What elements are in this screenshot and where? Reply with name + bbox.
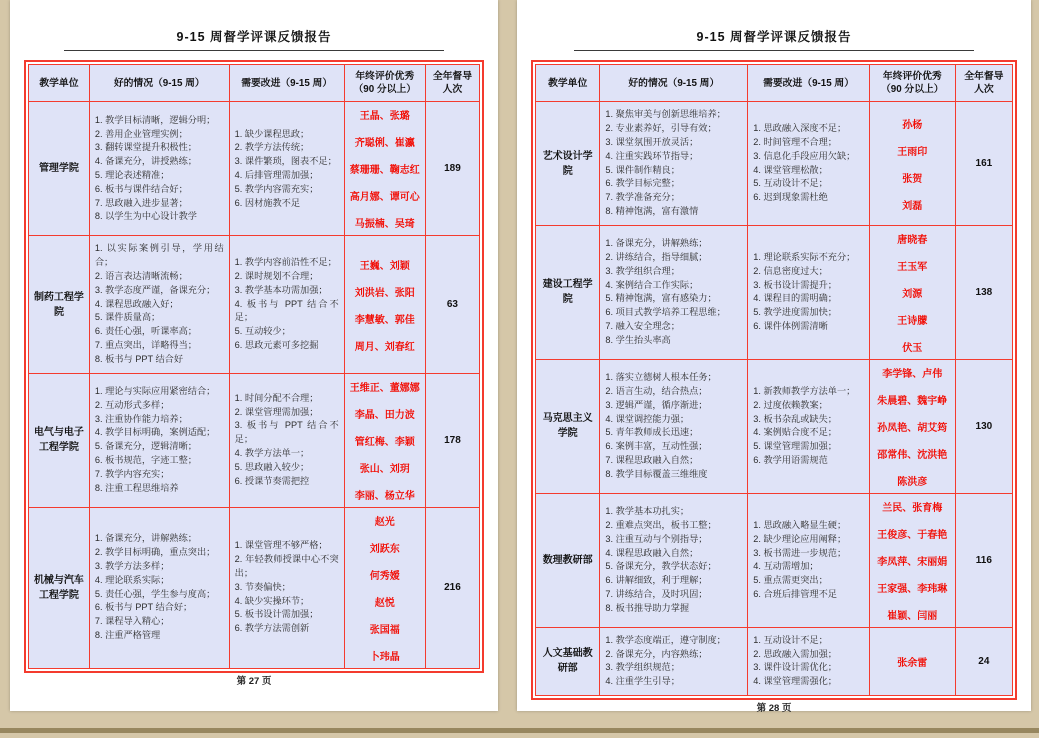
table-row [536,493,1013,627]
report-page-28 [517,0,1031,714]
improve-item: 2. 课时规划不合理； [234,271,319,282]
excellent-name: 伏玉 [902,342,923,354]
improve-item: 2. 过度依赖教案； [753,399,828,410]
excellent-name: 陈洪彦 [897,476,928,488]
good-item: 4. 案例结合工作实际； [605,279,699,290]
excellent-name: 王晶、张璐 [359,111,410,123]
count-cell: 138 [955,225,1012,359]
improve-item: 1. 缺少课程思政； [234,128,310,139]
excellent-name: 刘跃东 [369,543,400,555]
excellent-name: 李丽、杨立华 [354,490,415,502]
improve-item: 2. 课堂管理需加强； [234,406,319,417]
improve-items-cell [748,359,870,493]
good-item: 3. 注重互动与个别指导； [605,533,708,544]
table-row [29,102,480,236]
improve-item: 2. 年轻教师授课中心不突出； [234,554,339,578]
good-item: 8. 教学目标覆盖三维维度 [605,468,708,479]
excellent-name: 邵常伟、沈洪艳 [877,449,948,461]
desk-bottom-edge [0,728,1039,733]
column-header-count-line2: 人次 [974,84,994,96]
good-item: 2. 语言表达清晰流畅； [94,271,188,282]
good-item: 1. 聚焦审美与创新思维培养； [605,109,726,120]
column-header-improve: 需要改进（9-15 周） [229,65,344,102]
improve-items-cell [229,373,344,507]
excellent-name: 王巍、刘颖 [359,260,410,272]
improve-item: 3. 课件繁琐，图表不足； [234,156,337,167]
excellent-name: 刘源 [902,288,923,300]
excellent-name: 孙杨 [902,119,923,131]
improve-item: 4. 案例贴合度不足； [753,427,837,438]
improve-item: 3. 教学基本功需加强； [234,284,328,295]
excellent-name: 张山、刘玥 [359,463,410,475]
excellent-name: 孙凤艳、胡艾筠 [877,422,948,434]
good-item: 2. 专业素养好，引导有效； [605,123,717,134]
good-item: 8. 注重严格管理 [94,630,161,640]
column-header-count [425,65,479,102]
improve-item: 1. 互动设计不足； [753,634,828,645]
good-item: 2. 备课充分，内容熟练； [605,648,708,659]
good-items-cell [600,627,748,695]
improve-item: 5. 教学进度需加快； [753,307,837,318]
excellent-name: 赵悦 [374,597,395,609]
excellent-name: 刘磊 [902,200,923,212]
excellent-names-list [872,499,953,622]
page-title: 9-15 周督学评课反馈报告 [696,30,852,44]
excellent-names-list [872,365,953,488]
column-header-count [955,65,1012,102]
excellent-name: 王玉军 [897,261,928,273]
count-cell: 63 [425,236,479,373]
feedback-table-frame [531,60,1017,700]
excellent-name: 李凤萍、宋丽娟 [877,556,948,568]
improve-item: 2. 教学方法传统； [234,142,310,153]
good-item: 5. 备课充分，逻辑清晰； [94,441,197,452]
improve-item: 5. 课堂管理需加强； [753,441,837,452]
improve-item: 4. 课堂管理松散； [753,164,828,175]
feedback-table [535,64,1013,696]
excellent-name: 王诗朦 [897,315,928,327]
improve-item: 5. 互动较少； [234,326,291,337]
excellent-name: 李晶、田力波 [354,409,415,421]
good-item: 7. 重点突出，详略得当； [94,340,197,351]
count-cell: 178 [425,373,479,507]
improve-item: 5. 重点需更突出； [753,575,828,586]
improve-item: 4. 课程目的需明确； [753,293,837,304]
improve-item: 5. 板书设计需加强； [234,609,319,620]
feedback-table-frame [24,60,484,673]
improve-item: 6. 课件体例需清晰 [753,320,828,331]
good-item: 2. 教学目标明确，重点突出； [94,547,216,558]
table-header-row [536,65,1013,102]
good-item: 6. 教学目标完整； [605,178,680,189]
good-item: 3. 逻辑严谨，循序渐进； [605,399,708,410]
excellent-name: 高月娜、谭可心 [349,192,420,204]
table-row [29,373,480,507]
improve-item: 4. 板书与 PPT 结合不足； [234,298,339,323]
excellent-name: 朱晨碧、魏宇峥 [877,395,948,407]
good-item: 1. 落实立德树人根本任务； [605,372,717,383]
improve-item: 3. 节奏偏快； [234,581,291,592]
improve-item: 3. 板书与 PPT 结合不足； [234,420,339,445]
column-header-excellent-line2: （90 分以上） [881,84,944,96]
title-underline [574,50,975,51]
table-header-row [29,65,480,102]
improve-items-cell [229,236,344,373]
good-item: 7. 融入安全理念； [605,320,680,331]
good-item: 3. 教学组织合理； [605,265,680,276]
good-item: 4. 课程思政融入自然； [605,547,699,558]
good-item: 2. 语言生动，结合热点； [605,385,708,396]
improve-item: 2. 思政融入需加强； [753,648,837,659]
good-item: 5. 备课充分，教学状态好； [605,561,717,572]
good-item: 1. 理论与实际应用紧密结合； [94,385,216,396]
count-cell: 130 [955,359,1012,493]
excellent-name: 齐聪俐、崔瀛 [354,138,415,150]
good-item: 6. 板书与课件结合好； [94,183,188,194]
good-item: 3. 教学方法多样； [94,561,170,572]
improve-item: 4. 课堂管理需强化； [753,676,837,687]
improve-items-cell [748,493,870,627]
good-item: 8. 板书与 PPT 结合好 [94,353,184,364]
improve-item: 1. 课堂管理不够严格； [234,540,328,551]
good-item: 4. 备课充分，讲授熟练； [94,156,197,167]
page-title: 9-15 周督学评课反馈报告 [176,30,332,44]
table-row [536,102,1013,225]
good-item: 8. 板书推导助力掌握 [605,602,690,613]
good-item: 7. 教学内容充实； [94,468,170,479]
excellent-names-cell [869,493,955,627]
good-item: 6. 讲解细致，利于理解； [605,575,708,586]
table-row [536,627,1013,695]
good-item: 1. 备课充分，讲解熟练； [605,238,708,249]
improve-item: 6. 迟到现象需杜绝 [753,192,828,203]
improve-item: 6. 授课节奏需把控 [234,475,310,486]
improve-item: 2. 时间管理不合理； [753,137,837,148]
good-item: 3. 教学组织规范； [605,662,680,673]
column-header-count-line1: 全年督导 [964,71,1004,82]
good-item: 7. 思政融入进步显著； [94,197,188,208]
page-number: 第 28 页 [756,703,792,714]
excellent-name: 何秀嫒 [369,570,400,582]
improve-item: 1. 教学内容前沿性不足； [234,257,337,268]
good-item: 5. 精神饱满，富有感染力； [605,293,717,304]
report-page-27 [10,0,498,711]
improve-item: 1. 思政融入深度不足； [753,123,847,134]
good-item: 1. 以实际案例引导，学用结合； [94,243,224,268]
improve-items-cell [748,102,870,225]
excellent-name: 管红梅、李颖 [354,436,415,448]
good-items-cell [600,359,748,493]
improve-items-cell [229,507,344,668]
table-body [536,102,1013,696]
unit-cell: 艺术设计学院 [536,102,600,225]
good-items-cell [89,236,229,373]
excellent-name: 卜玮晶 [369,651,400,663]
column-header-good: 好的情况（9-15 周） [600,65,748,102]
improve-items-cell [229,102,344,236]
column-header-count-line1: 全年督导 [432,71,473,82]
good-item: 4. 注重实践环节指导； [605,150,699,161]
excellent-names-list [347,513,423,663]
improve-item: 3. 板书需进一步规范； [753,547,847,558]
excellent-names-cell [869,102,955,225]
good-items-cell [89,373,229,507]
count-cell: 189 [425,102,479,236]
column-header-good: 好的情况（9-15 周） [89,65,229,102]
unit-cell: 机械与汽车工程学院 [29,507,90,668]
good-item: 5. 青年教师成长迅速； [605,427,699,438]
count-cell: 116 [955,493,1012,627]
improve-item: 6. 思政元素可多挖掘 [234,340,319,351]
unit-cell: 制药工程学院 [29,236,90,373]
good-item: 8. 学生抬头率高 [605,334,671,345]
improve-item: 4. 缺少实操环节； [234,595,310,606]
excellent-name: 李学锋、卢伟 [882,368,943,380]
excellent-names-cell [869,359,955,493]
excellent-name: 兰民、张育梅 [882,502,943,514]
table-row [29,236,480,373]
good-item: 8. 以学生为中心设计教学 [94,211,197,222]
excellent-names-cell [869,225,955,359]
good-item: 3. 教学态度严谨，备课充分； [94,284,216,295]
improve-item: 1. 时间分配不合理； [234,392,319,403]
good-items-cell [89,102,229,236]
excellent-name: 马振楠、吴琦 [354,219,415,231]
improve-item: 5. 互动设计不足； [753,178,828,189]
good-item: 5. 课件制作精良； [605,164,680,175]
excellent-names-list [872,231,953,354]
good-item: 7. 讲练结合，及时巩固； [605,588,708,599]
excellent-names-cell [344,507,425,668]
excellent-name: 周月、刘春红 [354,341,415,353]
good-item: 7. 课程思政融入自然； [605,454,699,465]
improve-item: 1. 理论联系实际不充分； [753,251,856,262]
improve-item: 4. 后排管理需加强； [234,169,319,180]
column-header-excellent-line2: （90 分以上） [353,84,417,96]
excellent-names-list [872,654,953,669]
good-item: 6. 板书规范，字迹工整； [94,454,197,465]
excellent-name: 王维正、董娜娜 [349,382,420,394]
column-header-excellent [344,65,425,102]
good-items-cell [600,493,748,627]
excellent-names-cell [869,627,955,695]
good-item: 7. 课程导入精心； [94,616,170,627]
excellent-names-cell [344,373,425,507]
good-item: 2. 互动形式多样； [94,399,170,410]
good-item: 2. 善用企业管理实例； [94,128,188,139]
good-item: 4. 理论联系实际； [94,574,170,585]
improve-item: 1. 思政融入略显生硬； [753,519,847,530]
good-item: 4. 课程思政融入好； [94,298,179,309]
unit-cell: 马克思主义学院 [536,359,600,493]
excellent-name: 赵光 [374,516,395,528]
good-item: 2. 重难点突出，板书工整； [605,519,717,530]
excellent-name: 王家强、李玮琳 [877,583,948,595]
column-header-excellent [869,65,955,102]
title-underline [64,50,445,51]
improve-item: 2. 信息密度过大； [753,265,828,276]
good-item: 5. 课件质量高； [94,312,161,323]
improve-item: 5. 思政融入较少； [234,461,310,472]
improve-item: 6. 因材施教不足 [234,197,301,208]
good-item: 8. 注重工程思维培养 [94,482,179,493]
good-item: 7. 教学准备充分； [605,192,680,203]
excellent-name: 张余雷 [897,657,928,669]
improve-item: 6. 教学用语需规范 [753,454,828,465]
excellent-names-cell [344,236,425,373]
excellent-name: 刘洪岩、张阳 [354,287,415,299]
excellent-name: 王雨印 [897,146,928,158]
excellent-name: 李慧敏、郭佳 [354,314,415,326]
feedback-table [28,64,480,669]
excellent-name: 蔡珊珊、鞠志红 [349,165,420,177]
good-item: 4. 课堂调控能力强； [605,413,690,424]
column-header-count-line2: 人次 [442,84,463,96]
improve-item: 4. 教学方法单一； [234,448,310,458]
excellent-name: 王俊彦、于春艳 [877,529,948,541]
unit-cell: 数理教研部 [536,493,600,627]
improve-item: 6. 合班后排管理不足 [753,588,837,599]
good-item: 3. 翻转课堂提升积极性； [94,142,197,153]
good-item: 4. 注重学生引导； [605,676,680,687]
column-header-unit: 教学单位 [536,65,600,102]
good-item: 6. 项目式教学培养工程思维； [605,307,726,318]
excellent-names-list [347,257,423,353]
excellent-name: 张贺 [902,173,923,185]
improve-item: 5. 教学内容需充实； [234,183,319,194]
improve-items-cell [748,627,870,695]
column-header-excellent-line1: 年终评价优秀 [355,71,415,82]
good-item: 1. 教学目标清晰，逻辑分明； [94,114,216,125]
good-item: 5. 理论表述精准； [94,169,170,180]
good-item: 3. 注重协作能力培养； [94,413,188,424]
count-cell: 24 [955,627,1012,695]
excellent-names-list [347,107,423,230]
good-item: 1. 教学基本功扎实； [605,506,690,517]
unit-cell: 电气与电子工程学院 [29,373,90,507]
column-header-improve: 需要改进（9-15 周） [748,65,870,102]
table-body [29,102,480,668]
good-items-cell [600,225,748,359]
excellent-names-list [347,379,423,502]
improve-item: 3. 课件设计需优化； [753,662,837,673]
good-items-cell [89,507,229,668]
improve-item: 4. 互动需增加； [753,561,819,572]
improve-item: 2. 缺少理论应用阐释； [753,533,847,544]
improve-item: 3. 信息化手段应用欠缺； [753,150,856,161]
unit-cell: 人文基础教研部 [536,627,600,695]
count-cell: 216 [425,507,479,668]
excellent-names-cell [344,102,425,236]
good-items-cell [600,102,748,225]
page-number: 第 27 页 [236,676,272,687]
excellent-name: 唐晓春 [897,234,928,246]
excellent-name: 张国福 [369,624,400,636]
improve-item: 3. 板书设计需提升； [753,279,837,290]
good-item: 6. 责任心强，听课率高； [94,326,197,337]
good-item: 4. 教学目标明确，案例适配； [94,427,216,438]
count-cell: 161 [955,102,1012,225]
table-row [536,359,1013,493]
good-item: 6. 案例丰富，互动性强； [605,441,708,452]
good-item: 1. 教学态度端正，遵守制度； [605,634,726,645]
table-row [536,225,1013,359]
column-header-unit: 教学单位 [29,65,90,102]
improve-item: 1. 新教师教学方法单一； [753,385,856,396]
improve-item: 6. 教学方法需创新 [234,623,310,634]
good-item: 5. 责任心强，学生参与度高； [94,588,216,599]
excellent-name: 崔颖、闫丽 [887,610,938,622]
column-header-excellent-line1: 年终评价优秀 [882,71,942,82]
unit-cell: 建设工程学院 [536,225,600,359]
improve-item: 3. 板书杂乱或缺失； [753,413,837,424]
good-item: 8. 精神饱满，富有激情 [605,206,699,217]
good-item: 1. 备课充分，讲解熟练； [94,533,197,544]
table-row [29,507,480,668]
excellent-names-list [872,116,953,212]
good-item: 3. 课堂氛围开放灵活； [605,137,699,148]
improve-items-cell [748,225,870,359]
unit-cell: 管理学院 [29,102,90,236]
good-item: 6. 板书与 PPT 结合好； [94,602,193,613]
good-item: 2. 讲练结合，指导细腻； [605,251,708,262]
